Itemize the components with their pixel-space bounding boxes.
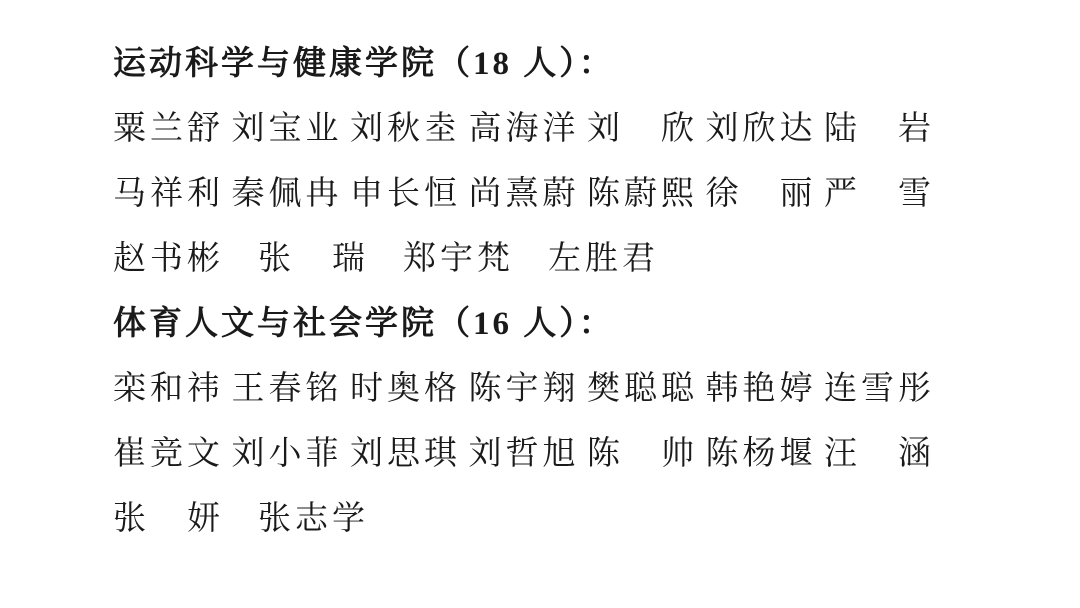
person-name: 张 妍 (113, 501, 224, 537)
person-name: 崔竞文 (113, 436, 224, 472)
person-name: 刘秋坴 (350, 111, 461, 147)
person-name: 刘小菲 (231, 436, 343, 472)
person-name: 陈宇翔 (468, 371, 580, 407)
person-name: 郑宇梵 (403, 241, 514, 277)
person-name: 樊聪聪 (587, 371, 698, 407)
person-name: 陈 帅 (587, 436, 698, 472)
person-name: 粟兰舒 (113, 111, 224, 147)
person-name: 秦佩冉 (231, 176, 343, 212)
section-heading: 运动科学与健康学院（18 人）： (113, 46, 615, 82)
person-name: 连雪彤 (824, 371, 935, 407)
person-name: 徐 丽 (705, 176, 817, 212)
person-name: 陆 岩 (824, 111, 935, 147)
person-name: 汪 涵 (824, 436, 935, 472)
person-name: 左胜君 (548, 241, 659, 277)
section-heading: 体育人文与社会学院（16 人）： (113, 306, 615, 342)
person-name: 时奥格 (350, 371, 461, 407)
name-row (113, 223, 935, 288)
person-name: 张志学 (258, 501, 369, 537)
person-name: 刘 欣 (587, 111, 698, 147)
person-name: 赵书彬 (113, 241, 224, 277)
person-name: 刘思琪 (350, 436, 461, 472)
person-name: 高海洋 (468, 111, 580, 147)
person-name: 陈蔚熙 (587, 176, 698, 212)
person-name: 张 瑞 (258, 241, 369, 277)
section-name-rows (113, 353, 935, 548)
person-name: 严 雪 (824, 176, 935, 212)
section-sport-science-college (113, 28, 935, 288)
person-name: 申长恒 (350, 176, 461, 212)
person-name: 王春铭 (231, 371, 343, 407)
name-row (113, 483, 935, 548)
person-name: 栾和祎 (113, 371, 224, 407)
section-sport-humanities-college (113, 288, 935, 548)
person-name: 刘欣达 (705, 111, 817, 147)
section-name-rows (113, 93, 935, 288)
person-name: 马祥利 (113, 176, 224, 212)
name-row (113, 353, 935, 418)
person-name: 刘哲旭 (468, 436, 580, 472)
name-row (113, 418, 935, 483)
person-name: 刘宝业 (231, 111, 343, 147)
name-row (113, 93, 935, 158)
person-name: 韩艳婷 (705, 371, 817, 407)
person-name: 尚熹蔚 (468, 176, 580, 212)
person-name: 陈杨堰 (705, 436, 817, 472)
name-row (113, 158, 935, 223)
